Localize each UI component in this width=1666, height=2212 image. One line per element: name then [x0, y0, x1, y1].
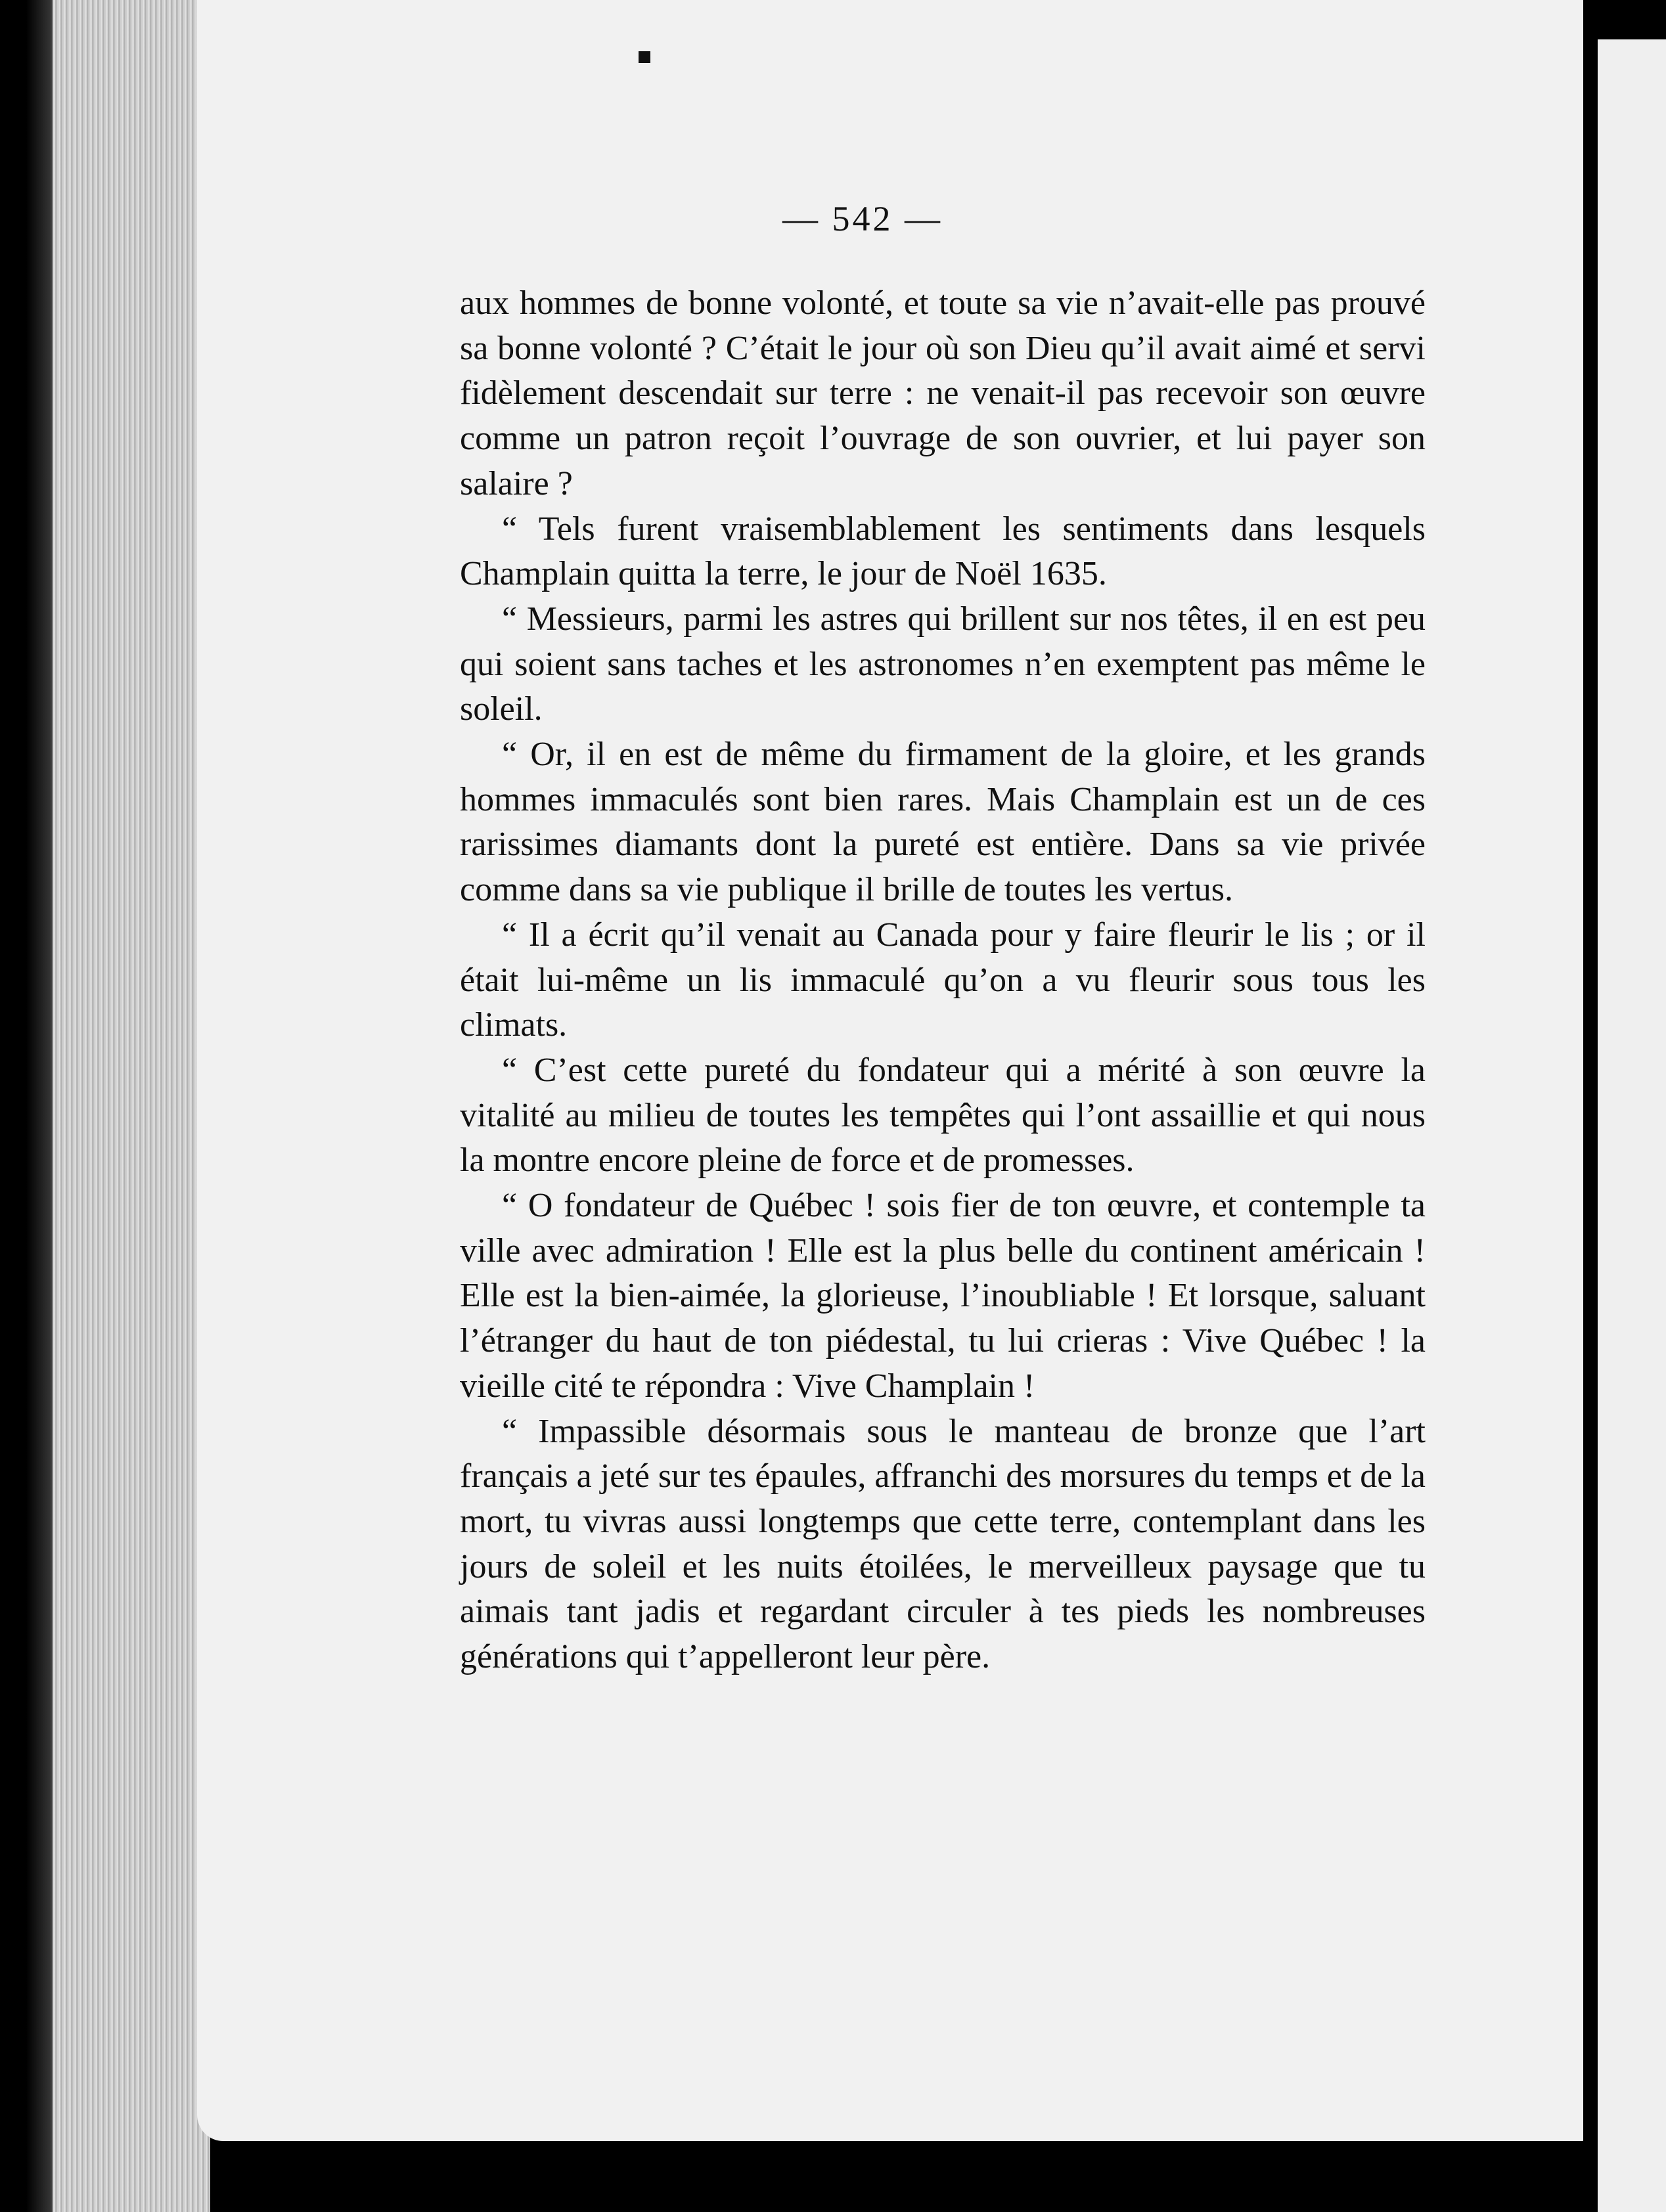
- paragraph: “ O fondateur de Québec ! sois fier de ton œuvre, et contemple ta ville avec admiration ! Elle est la plus belle du continent américain ! Elle est la bien-aimée, la glorieuse, l’inoubliable ! Et lorsque, saluant l’étranger du haut de ton piédestal, tu lui crieras : Vive Québec ! la vieille cité te répondra : Vive Champlain !: [460, 1187, 1426, 1405]
- body-text: [460, 281, 1426, 1680]
- paragraph: “ Tels furent vraisemblablement les sentiments dans lesquels Champlain quitta la terre, le jour de Noël 1635.: [460, 510, 1426, 593]
- paragraph: “ Or, il en est de même du firmament de la gloire, et les grands hommes immaculés sont bien rares. Mais Champlain est un de ces rarissimes diamants dont la pureté est entière. Dans sa vie privée comme dans sa vie publique il brille de toutes les vertus.: [460, 736, 1426, 909]
- paragraph: “ C’est cette pureté du fondateur qui a mérité à son œuvre la vitalité au milieu de toutes les tempêtes qui l’ont assaillie et qui nous la montre encore pleine de force et de promesses.: [460, 1051, 1426, 1180]
- paragraph: aux hommes de bonne volonté, et toute sa vie n’avait-elle pas prouvé sa bonne volonté ? C’était le jour où son Dieu qu’il avait aimé et servi fidèlement descendait sur terre : ne venait-il pas recevoir son œuvre comme un patron reçoit l’ouvrage de son ouvrier, et lui payer son salaire ?: [460, 284, 1426, 502]
- stacked-page-edges: [53, 0, 210, 2212]
- paragraph: “ Il a écrit qu’il venait au Canada pour y faire fleurir le lis ; or il était lui-même un lis immaculé qu’on a vu fleurir sous tous les climats.: [460, 916, 1426, 1044]
- paragraph: “ Messieurs, parmi les astres qui brillent sur nos têtes, il en est peu qui soient sans taches et les astronomes n’en exemptent pas même le soleil.: [460, 600, 1426, 728]
- page-number: — 542 —: [782, 199, 943, 238]
- gutter: [1583, 0, 1598, 2212]
- next-page-edge: [1598, 39, 1666, 2212]
- scan-speck: [639, 51, 650, 63]
- paragraph: “ Impassible désormais sous le manteau de bronze que l’art français a jeté sur tes épaules, affranchi des morsures du temps et de la mort, tu vivras aussi longtemps que cette terre, contemplant dans les jours de soleil et les nuits étoilées, le merveilleux paysage que tu aimais tant jadis et regardant circuler à tes pieds les nombreuses générations qui t’appelleront leur père.: [460, 1412, 1426, 1676]
